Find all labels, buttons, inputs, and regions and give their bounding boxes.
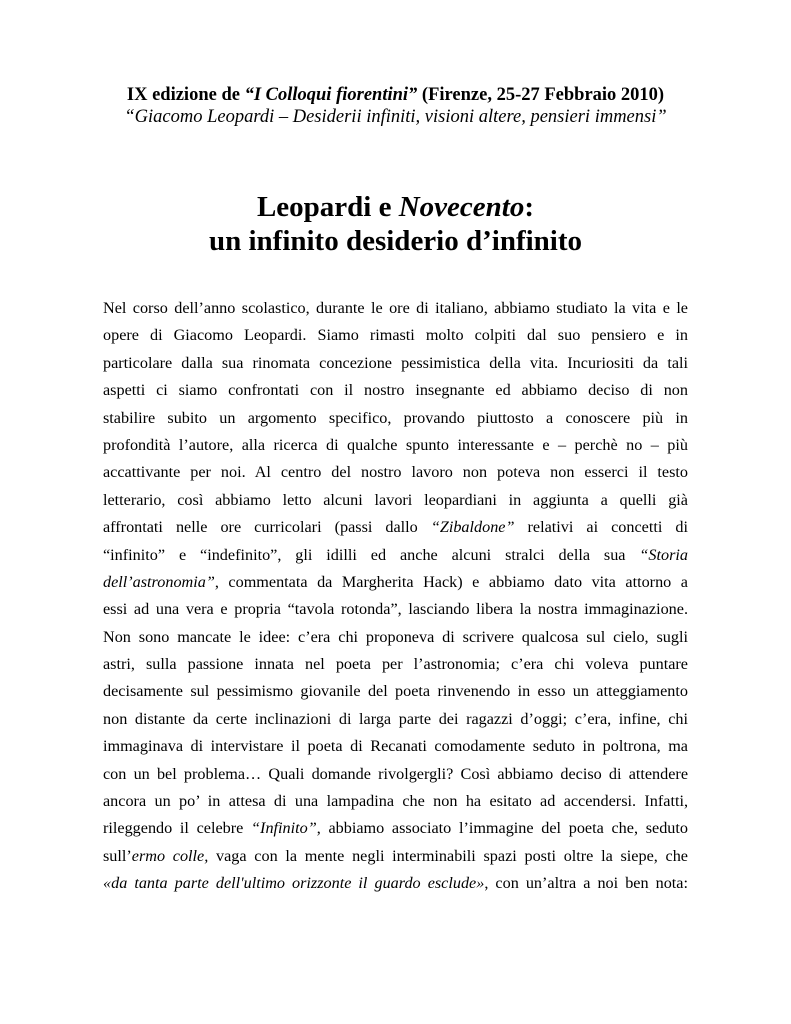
body-line: letterario, così abbiamo letto alcuni lavori leopardiani in aggiunta a quelli già: [103, 490, 688, 509]
body-line: aspetti ci siamo confrontati con il nostro insegnante ed abbiamo deciso di non: [103, 381, 688, 400]
body-italic-segment: «da tanta parte dell'ultimo orizzonte il guardo esclude»: [103, 874, 485, 893]
body-segment: , commentata da Margherita Hack) e abbiamo dato vita attorno a: [214, 572, 688, 591]
body-italic-segment: “Storia: [639, 545, 688, 564]
edition-place-date: (Firenze, 25-27 Febbraio 2010): [417, 85, 665, 105]
body-line: [103, 514, 688, 541]
conference-header: [0, 84, 791, 128]
body-segment: sull’: [103, 846, 132, 865]
title-prefix: Leopardi e: [256, 191, 399, 223]
edition-prefix: IX edizione de: [126, 85, 245, 105]
title-line-1: [0, 190, 791, 224]
body-italic-segment: ermo colle,: [131, 846, 209, 865]
body-line: particolare dalla sua rinomata concezione pessimistica della vita. Incuriositi da tali: [103, 353, 688, 372]
body-line: [103, 542, 688, 569]
body-italic-segment: “Zibaldone”: [430, 518, 515, 537]
body-segment: vaga con la mente negli interminabili spazi posti oltre la siepe, che: [208, 846, 688, 865]
body-line: profondità l’autore, alla ricerca di qualche spunto interessante e – perchè no – più: [103, 435, 688, 454]
body-italic-segment: dell’astronomia”: [103, 572, 215, 591]
edition-name: “I Colloqui fiorentini”: [244, 85, 418, 105]
body-line: astri, sulla passione innata nel poeta per l’astronomia; c’era chi voleva puntare: [103, 655, 688, 674]
conference-theme-line: “Giacomo Leopardi – Desiderii infiniti, visioni altere, pensieri immensi”: [124, 107, 667, 127]
body-line: ancora un po’ in attesa di una lampadina che non ha esitato ad accendersi. Infatti,: [103, 792, 688, 811]
body-line: stabilire subito un argomento specifico, provando piuttosto a conoscere più in: [103, 408, 688, 427]
body-segment: “infinito” e “indefinito”, gli idilli ed anche alcuni stralci della sua: [103, 545, 640, 564]
body-segment: , abbiamo associato l’immagine del poeta che, seduto: [316, 819, 688, 838]
body-segment: rileggendo il celebre: [103, 819, 252, 838]
body-line: [103, 569, 688, 596]
body-line: essi ad una vera e propria “tavola rotonda”, lasciando libera la nostra immaginazione.: [103, 600, 688, 619]
body-line: non distante da certe inclinazioni di larga parte dei ragazzi d’oggi; c’era, infine, chi: [103, 709, 688, 728]
title-line-2: un infinito desiderio d’infinito: [208, 225, 583, 257]
body-segment: affrontati nelle ore curricolari (passi dallo: [103, 518, 431, 537]
body-italic-segment: “Infinito”: [251, 819, 317, 838]
conference-edition-line: [0, 84, 791, 106]
body-line: [103, 870, 688, 897]
body-line: [103, 843, 688, 870]
body-line: immaginava di intervistare il poeta di Recanati comodamente seduto in poltrona, ma: [103, 737, 688, 756]
body-line: decisamente sul pessimismo giovanile del poeta rinvenendo in esso un atteggiamento: [103, 682, 688, 701]
body-paragraph: [103, 295, 688, 898]
body-line: opere di Giacomo Leopardi. Siamo rimasti molto colpiti dal suo pensiero e in: [103, 326, 688, 345]
body-line: con un bel problema… Quali domande rivolgergli? Così abbiamo deciso di attendere: [103, 764, 688, 783]
body-line: [103, 815, 688, 842]
title-italic-word: Novecento: [398, 191, 525, 223]
body-line: Non sono mancate le idee: c’era chi proponeva di scrivere qualcosa sul cielo, sugli: [103, 627, 688, 646]
title-colon: :: [524, 191, 535, 223]
body-line: Nel corso dell’anno scolastico, durante le ore di italiano, abbiamo studiato la vita e le: [103, 299, 688, 317]
body-line: accattivante per noi. Al centro del nostro lavoro non poteva non esserci il testo: [103, 463, 688, 482]
body-segment: relativi ai concetti di: [514, 518, 688, 537]
document-title: [0, 190, 791, 258]
body-segment: , con un’altra a noi ben nota:: [484, 874, 688, 893]
